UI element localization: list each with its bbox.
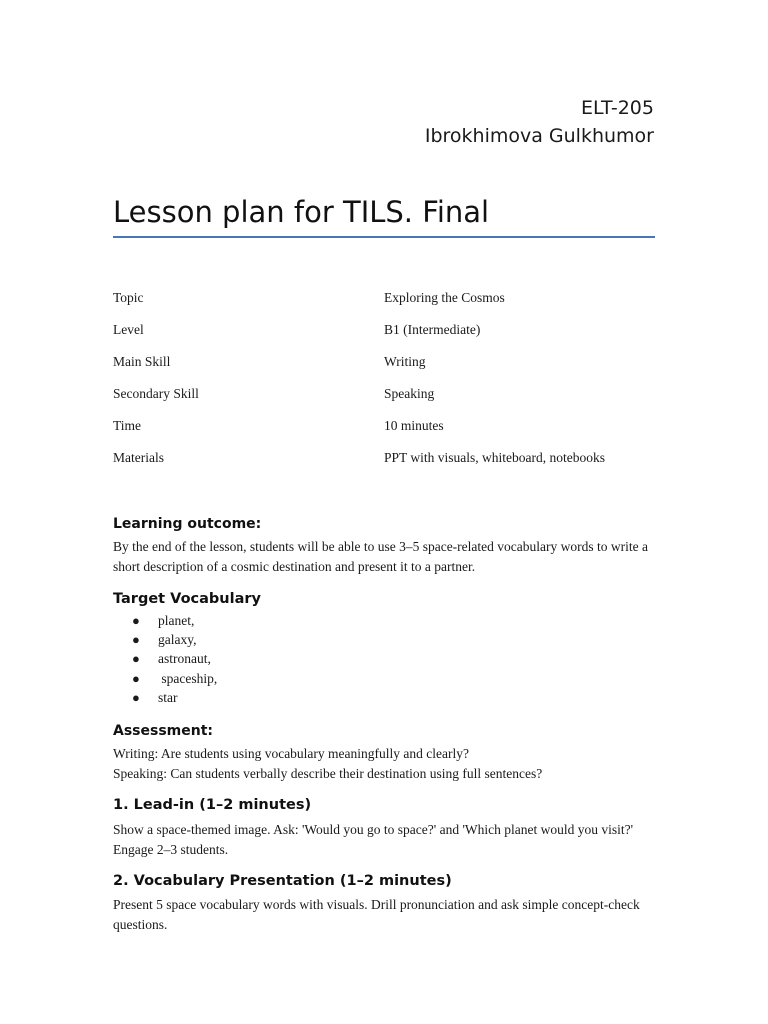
course-code: ELT-205 bbox=[581, 97, 654, 119]
info-label: Main Skill bbox=[113, 354, 171, 369]
list-item bbox=[113, 611, 658, 630]
list-item bbox=[113, 649, 658, 668]
vocabulary-presentation-text: Present 5 space vocabulary words with visuals. Drill pronunciation and ask simple concept-check questions. bbox=[113, 897, 640, 932]
info-value: Speaking bbox=[384, 386, 435, 401]
info-value: 10 minutes bbox=[384, 418, 444, 433]
info-row-materials bbox=[113, 447, 673, 479]
assessment-section bbox=[113, 721, 658, 783]
vocab-word: star bbox=[158, 689, 178, 705]
vocabulary-presentation-heading: 2. Vocabulary Presentation (1–2 minutes) bbox=[113, 873, 452, 889]
vocab-word: spaceship, bbox=[158, 670, 218, 686]
target-vocabulary-section bbox=[113, 589, 658, 707]
learning-outcome-section bbox=[113, 514, 658, 576]
author-name: Ibrokhimova Gulkhumor bbox=[424, 125, 654, 147]
lead-in-heading: 1. Lead-in (1–2 minutes) bbox=[113, 797, 312, 813]
bullet-icon: ● bbox=[132, 689, 140, 705]
vocab-word: planet, bbox=[158, 613, 195, 628]
info-row-secondary-skill bbox=[113, 383, 673, 415]
header-block bbox=[425, 94, 654, 150]
info-label: Topic bbox=[113, 290, 144, 305]
info-label: Level bbox=[113, 322, 144, 337]
vocab-word: astronaut, bbox=[158, 651, 211, 667]
info-row-topic bbox=[113, 287, 673, 319]
vocabulary-list bbox=[113, 611, 658, 707]
info-value: B1 (Intermediate) bbox=[384, 322, 481, 337]
assessment-speaking-line: Speaking: Can students verbally describe their destination using full sentences? bbox=[113, 765, 543, 781]
info-value: PPT with visuals, whiteboard, notebooks bbox=[384, 450, 605, 465]
bullet-icon: ● bbox=[132, 670, 140, 686]
learning-outcome-text: By the end of the lesson, students will be able to use 3–5 space-related vocabulary words to write a short description of a cosmic destination and present it to a partner. bbox=[113, 539, 648, 574]
list-item bbox=[113, 688, 658, 707]
assessment-text bbox=[113, 744, 658, 783]
vocab-word: galaxy, bbox=[158, 632, 197, 648]
lead-in-text: Show a space-themed image. Ask: 'Would you go to space?' and 'Which planet would you visit?' Engage 2–3 students. bbox=[113, 822, 634, 857]
assessment-heading: Assessment: bbox=[113, 723, 214, 739]
info-row-time bbox=[113, 415, 673, 447]
target-vocabulary-heading: Target Vocabulary bbox=[113, 591, 261, 607]
lesson-info-table bbox=[113, 287, 673, 479]
bullet-icon: ● bbox=[132, 651, 140, 667]
list-item bbox=[113, 669, 658, 688]
info-row-main-skill bbox=[113, 351, 673, 383]
info-label: Time bbox=[113, 418, 142, 433]
lead-in-section bbox=[113, 795, 658, 859]
info-row-level bbox=[113, 319, 673, 351]
info-value: Exploring the Cosmos bbox=[384, 290, 505, 305]
info-value: Writing bbox=[384, 354, 426, 369]
document-title: Lesson plan for TILS. Final bbox=[113, 192, 655, 238]
learning-outcome-heading: Learning outcome: bbox=[113, 516, 262, 532]
assessment-writing-line: Writing: Are students using vocabulary meaningfully and clearly? bbox=[113, 746, 469, 761]
bullet-icon: ● bbox=[132, 613, 140, 628]
info-label: Secondary Skill bbox=[113, 386, 199, 401]
bullet-icon: ● bbox=[132, 632, 140, 648]
list-item bbox=[113, 630, 658, 649]
vocabulary-presentation-section bbox=[113, 871, 658, 934]
info-label: Materials bbox=[113, 450, 164, 465]
